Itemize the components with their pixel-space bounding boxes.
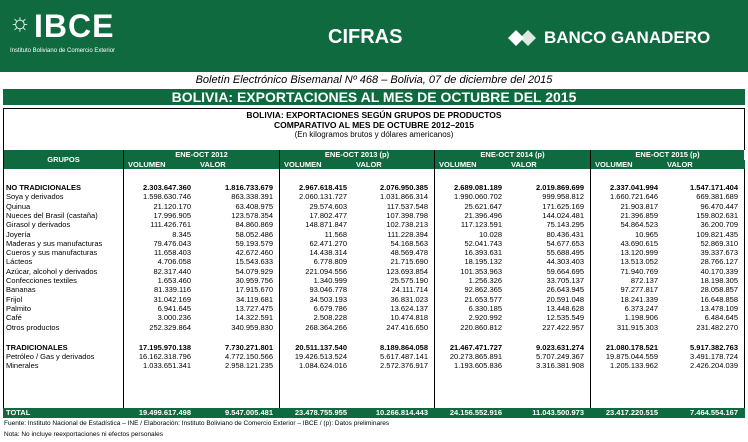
banco-ganadero-logo (506, 26, 736, 50)
valor-header: VALOR (352, 160, 435, 169)
cell-value: 14.322.591 (235, 313, 273, 323)
cell-value: 36.200.709 (700, 220, 738, 230)
cell-value: 1.990.060.702 (454, 192, 502, 202)
cell-value: 62.471.270 (309, 238, 347, 248)
table-row (4, 323, 744, 332)
cell-value: 8.345 (172, 229, 191, 239)
sponsor-name: BANCO GANADERO (544, 28, 711, 47)
cell-value: 999.958.812 (542, 192, 584, 202)
cell-value: 252.329.864 (149, 322, 191, 332)
cell-value: 59.193.579 (235, 238, 273, 248)
cell-value: 1.033.651.341 (143, 361, 191, 371)
cell-value: 3.000.236 (157, 313, 191, 323)
period-header: ENE-OCT 2012 (124, 150, 280, 160)
cell-value: 33.705.137 (546, 276, 584, 285)
cell-value: 82.317.440 (153, 266, 191, 276)
row-label: Minerales (6, 361, 39, 371)
row-label: Soya y derivados (6, 192, 64, 202)
table-row (4, 313, 744, 322)
cell-value: 227.422.957 (542, 322, 584, 332)
cell-value: 52.869.310 (700, 238, 738, 248)
table-row (4, 192, 744, 201)
table-row (4, 211, 744, 220)
cell-value: 102.738.213 (386, 220, 428, 230)
cell-value: 6.373.247 (624, 303, 658, 313)
cell-value: 2.572.376.917 (380, 361, 428, 371)
cell-value: 18.195.132 (464, 257, 502, 267)
cell-value: 4.772.150.566 (225, 352, 273, 362)
volumen-header: VOLUMEN (280, 160, 352, 169)
row-label: Cueros y sus manufacturas (6, 248, 98, 258)
cell-value: 21.120.170 (153, 201, 191, 211)
cell-value: 111.426.761 (150, 220, 191, 230)
cell-value: 1.031.866.314 (380, 192, 428, 202)
cell-value: 220.860.812 (460, 322, 502, 332)
row-label: Quinua (6, 201, 31, 211)
table-row (4, 239, 744, 248)
cell-value: 863.338.391 (231, 192, 273, 202)
cell-value: 20.511.137.540 (295, 342, 347, 352)
cell-value: 16.393.631 (464, 248, 502, 258)
cell-value: 58.052.486 (235, 229, 273, 239)
cell-value: 2.019.869.699 (536, 183, 584, 192)
table-row (4, 352, 744, 361)
table-row (4, 343, 744, 352)
cell-value: 7.730.271.801 (225, 342, 273, 352)
cell-value: 2.967.618.415 (299, 183, 347, 192)
cell-value: 13.727.475 (235, 303, 273, 313)
cell-value: 109.821.435 (696, 229, 738, 239)
ibce-logo-subtitle: Instituto Boliviano de Comercio Exterior (10, 48, 116, 54)
cell-value: 2.426.204.039 (690, 361, 738, 371)
cell-value: 10.965 (635, 229, 658, 239)
table-row (4, 220, 744, 229)
cell-value: 247.416.650 (386, 322, 428, 332)
header-banner (0, 0, 748, 72)
cell-value: 2.076.950.385 (380, 183, 428, 192)
cell-value: 1.340.999 (313, 276, 347, 285)
cell-value: 669.381.689 (696, 192, 738, 202)
table-row (4, 285, 744, 294)
cell-value: 18.241.339 (620, 294, 658, 304)
cell-value: 1.547.171.404 (690, 183, 738, 192)
cell-value: 3.491.178.724 (690, 352, 738, 362)
cell-value: 159.802.631 (696, 210, 738, 220)
cell-value: 16.648.858 (700, 294, 738, 304)
cell-value: 13.624.137 (390, 303, 428, 313)
cell-value: 11.658.403 (154, 248, 191, 258)
total-label: TOTAL (6, 408, 31, 417)
table-units: (En kilogramos brutos y dólares americanos) (294, 130, 454, 139)
cell-value: 52.041.743 (464, 238, 502, 248)
cell-value: 18.198.305 (700, 276, 738, 285)
cell-value: 6.484.645 (704, 313, 738, 323)
cell-value: 14.438.314 (309, 248, 347, 258)
cell-value: 1.193.605.836 (454, 361, 502, 371)
cell-value: 268.364.266 (305, 322, 347, 332)
cell-value: 123.578.354 (231, 210, 273, 220)
row-label: Confecciones textiles (6, 276, 77, 285)
cell-value: 43.690.615 (620, 238, 658, 248)
table-subtitle: COMPARATIVO AL MES DE OCTUBRE 2012–2015 (274, 120, 474, 130)
cell-value: 48.569.478 (390, 248, 428, 258)
cell-value: 25.575.190 (390, 276, 428, 285)
row-label: Nueces del Brasil (castaña) (6, 210, 98, 220)
period-header: ENE-OCT 2014 (p) (435, 150, 591, 160)
valor-header: VALOR (507, 160, 591, 169)
cell-value: 29.574.603 (309, 201, 347, 211)
main-title: BOLIVIA: EXPORTACIONES AL MES DE OCTUBRE DEL 2015 (3, 89, 745, 105)
cell-value: 117.537.548 (386, 201, 428, 211)
cell-value: 17.802.477 (309, 210, 347, 220)
cell-value: 96.470.447 (700, 201, 738, 211)
row-label: Joyería (6, 229, 31, 239)
cell-value: 26.643.945 (546, 285, 584, 295)
cell-value: 3.316.381.908 (536, 361, 584, 371)
cell-value: 17.195.970.138 (138, 342, 191, 352)
cell-value: 6.778.809 (313, 257, 347, 267)
cell-value: 13.478.109 (700, 303, 738, 313)
cell-value: 44.303.403 (546, 257, 584, 267)
cell-value: 2.689.081.189 (454, 183, 502, 192)
cell-value: 40.170.339 (700, 266, 738, 276)
cell-value: 79.476.043 (153, 238, 191, 248)
table-row (4, 304, 744, 313)
cell-value: 54.677.653 (546, 238, 584, 248)
cell-value: 54.168.563 (390, 238, 428, 248)
cell-value: 5.617.487.141 (380, 352, 428, 362)
cell-value: 92.862.365 (464, 285, 502, 295)
cell-value: 59.664.695 (546, 266, 584, 276)
cell-value: 71.940.769 (620, 266, 658, 276)
cell-value: 1.660.721.646 (610, 192, 658, 202)
valor-header: VALOR (196, 160, 280, 169)
cell-value: 221.094.556 (305, 266, 347, 276)
cell-value: 21.396.859 (620, 210, 658, 220)
cell-value: 97.277.817 (620, 285, 658, 295)
row-label: Café (6, 313, 22, 323)
total-row (3, 408, 745, 418)
period-header: ENE-OCT 2013 (p) (280, 150, 435, 160)
total-value: 9.547.005.481 (225, 408, 273, 417)
cell-value: 28.766.127 (700, 257, 738, 267)
sun-icon: ☼ (9, 9, 31, 36)
cell-value: 9.023.631.274 (536, 342, 584, 352)
cell-value: 1.256.326 (468, 276, 502, 285)
cell-value: 872.137 (630, 276, 658, 285)
cell-value: 340.959.830 (231, 322, 273, 332)
ibce-logo (6, 6, 146, 66)
cell-value: 2.958.121.235 (225, 361, 273, 371)
total-value: 23.417.220.515 (605, 408, 658, 417)
volumen-header: VOLUMEN (591, 160, 663, 169)
cell-value: 2.303.647.360 (143, 183, 191, 192)
cell-value: 101.353.963 (460, 266, 502, 276)
cell-value: 2.508.228 (313, 313, 347, 323)
row-label: NO TRADICIONALES (6, 183, 81, 192)
table-row (4, 248, 744, 257)
table-row (4, 276, 744, 285)
cell-value: 144.024.481 (542, 210, 584, 220)
cell-value: 93.046.778 (309, 285, 347, 295)
cell-value: 5.917.382.763 (690, 342, 738, 352)
total-value: 19.499.617.498 (138, 408, 191, 417)
row-label: Maderas y sus manufacturas (6, 238, 103, 248)
cell-value: 1.598.630.746 (143, 192, 191, 202)
cell-value: 6.330.185 (468, 303, 502, 313)
cell-value: 20.591.048 (546, 294, 584, 304)
cell-value: 13.448.628 (546, 303, 584, 313)
table-row (4, 267, 744, 276)
table-row (4, 230, 744, 239)
table-row (4, 183, 744, 192)
row-label: Lácteos (6, 257, 33, 267)
total-value: 7.464.554.167 (690, 408, 738, 417)
cell-value: 28.058.857 (700, 285, 738, 295)
cell-value: 4.706.058 (157, 257, 191, 267)
cell-value: 2.060.131.727 (299, 192, 347, 202)
total-value: 11.043.500.973 (532, 408, 584, 417)
cell-value: 21.715.690 (390, 257, 428, 267)
cell-value: 1.084.624.016 (299, 361, 347, 371)
cell-value: 63.408.975 (235, 201, 273, 211)
total-value: 24.156.552.916 (449, 408, 502, 417)
cell-value: 21.903.817 (620, 201, 658, 211)
cell-value: 54.864.523 (620, 220, 658, 230)
cell-value: 21.467.471.727 (449, 342, 502, 352)
cell-value: 21.653.577 (464, 294, 502, 304)
cell-value: 1.816.733.679 (225, 183, 273, 192)
row-label: Girasol y derivados (6, 220, 71, 230)
table-row (4, 361, 744, 370)
cell-value: 55.688.495 (546, 248, 584, 258)
cell-value: 311.915.303 (616, 322, 658, 332)
cell-value: 17.996.905 (153, 210, 191, 220)
bulletin-line: Boletín Electrónico Bisemanal Nº 468 – Bolivia, 07 de diciembre del 2015 (195, 74, 553, 86)
cell-value: 8.189.864.058 (380, 342, 428, 352)
cell-value: 42.672.460 (235, 248, 273, 258)
cell-value: 17.915.670 (235, 285, 273, 295)
cell-value: 84.860.869 (235, 220, 273, 230)
valor-header: VALOR (663, 160, 745, 169)
cell-value: 31.042.169 (153, 294, 191, 304)
cell-value: 15.543.633 (235, 257, 273, 267)
section-title: CIFRAS (328, 26, 403, 48)
cell-value: 1.653.460 (157, 276, 191, 285)
total-value: 23.478.755.955 (294, 408, 347, 417)
table-row (4, 202, 744, 211)
cell-value: 1.198.906 (624, 313, 658, 323)
row-label: TRADICIONALES (6, 342, 68, 352)
volumen-header: VOLUMEN (124, 160, 196, 169)
banco-ganadero-mark-icon (506, 26, 540, 50)
source-note: Fuente: Instituto Nacional de Estadística – INE / Elaboración: Instituto Boliviano de Comercio Exterior – IBCE / (p): Datos preliminares (4, 420, 390, 427)
ibce-logo-text: IBCE (34, 8, 115, 44)
cell-value: 34.503.193 (309, 294, 347, 304)
volumen-header: VOLUMEN (435, 160, 507, 169)
cell-value: 6.941.645 (157, 303, 191, 313)
cell-value: 10.474.818 (390, 313, 428, 323)
cell-value: 21.396.496 (464, 210, 502, 220)
total-value: 10.266.814.443 (375, 408, 428, 417)
period-header: ENE-OCT 2015 (p) (591, 150, 745, 160)
row-label: Otros productos (6, 322, 60, 332)
cell-value: 16.162.318.796 (138, 352, 191, 362)
footnote: Nota: No incluye reexportaciones ni efectos personales (4, 431, 163, 438)
cell-value: 2.337.041.994 (610, 183, 658, 192)
cell-value: 19.875.044.559 (605, 352, 658, 362)
cell-value: 20.273.865.891 (449, 352, 502, 362)
cell-value: 24.111.714 (391, 285, 428, 295)
cell-value: 2.920.992 (468, 313, 502, 323)
row-label: Azúcar, alcohol y derivados (6, 266, 98, 276)
table-title: BOLIVIA: EXPORTACIONES SEGÚN GRUPOS DE PRODUCTOS (246, 110, 502, 120)
cell-value: 1.205.133.962 (610, 361, 658, 371)
cell-value: 6.679.786 (313, 303, 347, 313)
grupos-header: GRUPOS (4, 150, 123, 169)
row-label: Bananas (6, 285, 36, 295)
cell-value: 148.871.847 (305, 220, 347, 230)
cell-value: 21.080.178.521 (605, 342, 658, 352)
cell-value: 171.625.169 (542, 201, 584, 211)
cell-value: 81.339.116 (154, 285, 191, 295)
cell-value: 123.693.854 (386, 266, 428, 276)
row-label: Frijol (6, 294, 23, 304)
cell-value: 13.513.052 (620, 257, 658, 267)
row-label: Petróleo / Gas y derivados (6, 352, 95, 362)
cell-value: 30.959.756 (235, 276, 273, 285)
cell-value: 80.436.431 (546, 229, 584, 239)
cell-value: 231.482.270 (696, 322, 738, 332)
cell-value: 10.028 (479, 229, 502, 239)
table-row (4, 295, 744, 304)
cell-value: 12.535.549 (546, 313, 584, 323)
cell-value: 13.120.999 (620, 248, 658, 258)
cell-value: 36.831.023 (390, 294, 428, 304)
row-label: Palmito (6, 303, 32, 313)
cell-value: 54.079.929 (235, 266, 273, 276)
cell-value: 25.621.647 (464, 201, 502, 211)
cell-value: 117.123.591 (460, 220, 502, 230)
cell-value: 107.398.798 (386, 210, 428, 220)
cell-value: 11.568 (324, 229, 347, 239)
cell-value: 39.337.673 (700, 248, 738, 258)
cell-value: 75.143.295 (546, 220, 584, 230)
cell-value: 19.426.513.524 (294, 352, 347, 362)
cell-value: 5.707.249.367 (536, 352, 584, 362)
cell-value: 111.228.394 (387, 229, 428, 239)
cell-value: 34.119.681 (236, 294, 273, 304)
table-row (4, 257, 744, 266)
